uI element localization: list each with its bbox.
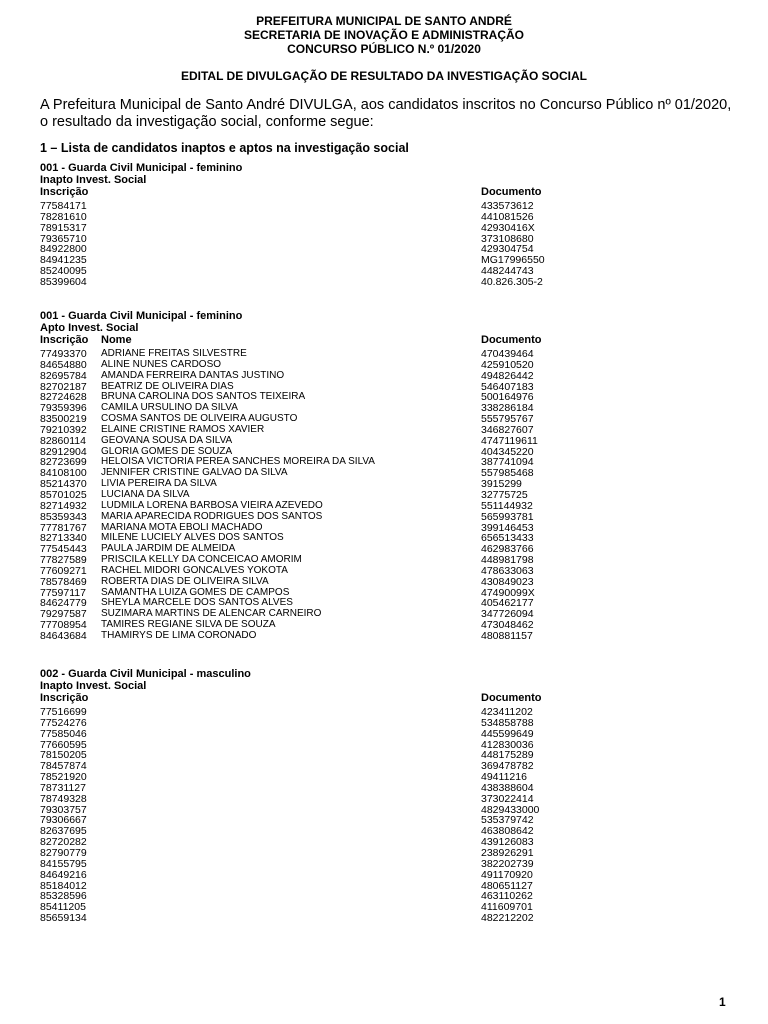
inscricao-cell: 84643684 bbox=[40, 629, 87, 642]
inscricao-cell: 77609271 bbox=[40, 564, 87, 577]
inscricao-cell: 82723699 bbox=[40, 456, 87, 469]
documento-cell: 3915299 bbox=[481, 478, 522, 491]
documento-cell: 534858788 bbox=[481, 716, 534, 729]
documento-cell: 656513433 bbox=[481, 532, 534, 545]
documento-cell: 405462177 bbox=[481, 597, 534, 610]
column-header-inscricao: Inscrição bbox=[40, 692, 89, 704]
block-rows bbox=[40, 349, 600, 642]
documento-cell: 238926291 bbox=[481, 846, 534, 859]
block-status: Inapto Invest. Social bbox=[40, 679, 147, 692]
block-title: 002 - Guarda Civil Municipal - masculino bbox=[40, 668, 251, 680]
nome-cell: ALINE NUNES CARDOSO bbox=[101, 358, 222, 370]
edital-title: EDITAL DE DIVULGAÇÃO DE RESULTADO DA INVESTIGAÇÃO SOCIAL bbox=[180, 69, 587, 83]
page-number: 1 bbox=[719, 995, 726, 1009]
block-title: 001 - Guarda Civil Municipal - feminino bbox=[40, 310, 243, 322]
documento-cell: 448981798 bbox=[481, 554, 534, 567]
inscricao-cell: 84108100 bbox=[40, 467, 87, 480]
section-title: 1 – Lista de candidatos inaptos e aptos na investigação social bbox=[40, 141, 409, 155]
documento-cell: 441081526 bbox=[481, 210, 534, 223]
nome-cell: SAMANTHA LUIZA GOMES DE CAMPOS bbox=[101, 586, 290, 598]
inscricao-cell: 77597117 bbox=[40, 586, 86, 599]
documento-cell: 399146453 bbox=[481, 521, 534, 534]
inscricao-cell: 78749328 bbox=[40, 792, 87, 805]
documento-cell: 387741094 bbox=[481, 456, 534, 469]
inscricao-cell: 84155795 bbox=[40, 857, 87, 870]
block-title: 001 - Guarda Civil Municipal - feminino bbox=[40, 162, 243, 174]
intro-line-1: A Prefeitura Municipal de Santo André DIVULGA, aos candidatos inscritos no Concurso Público nº 01/2020, bbox=[40, 97, 732, 113]
nome-cell: GLORIA GOMES DE SOUZA bbox=[101, 445, 233, 457]
inscricao-cell: 85214370 bbox=[40, 478, 87, 491]
documento-cell: 555795767 bbox=[481, 413, 534, 426]
documento-cell: 445599649 bbox=[481, 727, 534, 740]
documento-cell: 412830036 bbox=[481, 738, 534, 751]
nome-cell: ROBERTA DIAS DE OLIVEIRA SILVA bbox=[101, 575, 269, 587]
intro-paragraph bbox=[40, 97, 740, 131]
documento-cell: 411609701 bbox=[481, 901, 533, 914]
inscricao-cell: 85399604 bbox=[40, 275, 87, 288]
result-block-inapto-feminino bbox=[40, 163, 600, 288]
inscricao-cell: 82702187 bbox=[40, 380, 87, 393]
documento-cell: 373022414 bbox=[481, 792, 534, 805]
inscricao-cell: 82713340 bbox=[40, 532, 87, 545]
inscricao-cell: 77524276 bbox=[40, 716, 87, 729]
inscricao-cell: 77585046 bbox=[40, 727, 87, 740]
nome-cell: LUDMILA LORENA BARBOSA VIEIRA AZEVEDO bbox=[101, 499, 323, 511]
documento-cell: 430849023 bbox=[481, 575, 534, 588]
inscricao-cell: 79303757 bbox=[40, 803, 87, 816]
documento-cell: 382202739 bbox=[481, 857, 534, 870]
documento-cell: 439126083 bbox=[481, 836, 534, 849]
nome-cell: BRUNA CAROLINA DOS SANTOS TEIXEIRA bbox=[101, 391, 306, 403]
documento-cell: 463808642 bbox=[481, 825, 534, 838]
inscricao-cell: 82724628 bbox=[40, 391, 87, 404]
inscricao-cell: 78281610 bbox=[40, 210, 87, 223]
documento-cell: 535379742 bbox=[481, 814, 534, 827]
documento-cell: 369478782 bbox=[481, 760, 534, 773]
documento-cell: 4747119611 bbox=[481, 434, 538, 447]
inscricao-cell: 78457874 bbox=[40, 760, 87, 773]
documento-cell: 346827607 bbox=[481, 423, 534, 436]
inscricao-cell: 78915317 bbox=[40, 221, 87, 234]
result-block-inapto-masculino bbox=[40, 669, 600, 924]
table-row bbox=[40, 436, 600, 447]
intro-line-2: o resultado da investigação social, conforme segue: bbox=[40, 114, 374, 130]
inscricao-cell: 84654880 bbox=[40, 358, 87, 371]
documento-cell: 423411202 bbox=[481, 706, 533, 718]
documento-cell: 429304754 bbox=[481, 243, 534, 256]
inscricao-cell: 84624779 bbox=[40, 597, 87, 610]
documento-cell: 463110262 bbox=[481, 890, 533, 903]
block-status: Apto Invest. Social bbox=[40, 321, 139, 334]
table-row bbox=[40, 371, 600, 382]
inscricao-cell: 79210392 bbox=[40, 423, 87, 436]
documento-cell: 546407183 bbox=[481, 380, 534, 393]
table-row bbox=[40, 870, 600, 881]
inscricao-cell: 78578469 bbox=[40, 575, 87, 588]
column-header-inscricao: Inscrição bbox=[40, 186, 89, 198]
inscricao-cell: 85411205 bbox=[40, 901, 86, 914]
inscricao-cell: 82790779 bbox=[40, 846, 87, 859]
inscricao-cell: 83500219 bbox=[40, 413, 87, 426]
documento-cell: 438388604 bbox=[481, 781, 534, 794]
nome-cell: LIVIA PEREIRA DA SILVA bbox=[101, 478, 217, 490]
inscricao-cell: 82637695 bbox=[40, 825, 87, 838]
documento-cell: 557985468 bbox=[481, 467, 534, 480]
documento-cell: 425910520 bbox=[481, 358, 534, 371]
documento-cell: MG17996550 bbox=[481, 254, 545, 267]
inscricao-cell: 79297587 bbox=[40, 608, 87, 621]
nome-cell: PAULA JARDIM DE ALMEIDA bbox=[101, 543, 236, 555]
table-row bbox=[40, 794, 600, 805]
header-concurso: CONCURSO PÚBLICO N.º 01/2020 bbox=[287, 42, 481, 56]
documento-cell: 448244743 bbox=[481, 265, 534, 278]
documento-cell: 480881157 bbox=[481, 629, 533, 642]
documento-cell: 40.826.305-2 bbox=[481, 275, 543, 288]
documento-cell: 494826442 bbox=[481, 369, 534, 382]
column-header-documento: Documento bbox=[481, 334, 542, 346]
inscricao-cell: 84922800 bbox=[40, 243, 87, 256]
document-header bbox=[0, 14, 768, 56]
nome-cell: SUZIMARA MARTINS DE ALENCAR CARNEIRO bbox=[101, 608, 322, 620]
documento-cell: 500164976 bbox=[481, 391, 534, 404]
nome-cell: HELOISA VICTORIA PEREA SANCHES MOREIRA DA SILVA bbox=[101, 456, 375, 468]
nome-cell: CAMILA URSULINO DA SILVA bbox=[101, 402, 238, 414]
column-headers bbox=[40, 186, 600, 199]
inscricao-cell: 79306667 bbox=[40, 814, 87, 827]
inscricao-cell: 78150205 bbox=[40, 749, 87, 762]
documento-cell: 462983766 bbox=[481, 543, 534, 556]
inscricao-cell: 77545443 bbox=[40, 543, 87, 556]
documento-cell: 373108680 bbox=[481, 232, 534, 245]
column-headers bbox=[40, 334, 600, 347]
column-header-documento: Documento bbox=[481, 186, 542, 198]
documento-cell: 480651127 bbox=[481, 879, 533, 892]
column-header-documento: Documento bbox=[481, 692, 542, 704]
documento-cell: 470439464 bbox=[481, 348, 534, 360]
inscricao-cell: 77781767 bbox=[40, 521, 87, 534]
table-row bbox=[40, 577, 600, 588]
table-row bbox=[40, 277, 600, 288]
column-headers bbox=[40, 692, 600, 705]
nome-cell: ADRIANE FREITAS SILVESTRE bbox=[101, 348, 247, 359]
documento-cell: 42930416X bbox=[481, 221, 535, 234]
inscricao-cell: 77660595 bbox=[40, 738, 87, 751]
nome-cell: RACHEL MIDORI GONCALVES YOKOTA bbox=[101, 564, 288, 576]
nome-cell: PRISCILA KELLY DA CONCEICAO AMORIM bbox=[101, 554, 302, 566]
nome-cell: MILENE LUCIELY ALVES DOS SANTOS bbox=[101, 532, 284, 544]
block-status: Inapto Invest. Social bbox=[40, 173, 147, 186]
table-row bbox=[40, 913, 600, 924]
block-rows bbox=[40, 201, 600, 288]
column-header-nome: Nome bbox=[101, 334, 132, 346]
documento-cell: 347726094 bbox=[481, 608, 534, 621]
documento-cell: 32775725 bbox=[481, 488, 528, 501]
nome-cell: BEATRIZ DE OLIVEIRA DIAS bbox=[101, 380, 234, 392]
nome-cell: COSMA SANTOS DE OLIVEIRA AUGUSTO bbox=[101, 413, 298, 425]
inscricao-cell: 84941235 bbox=[40, 254, 87, 267]
nome-cell: LUCIANA DA SILVA bbox=[101, 488, 190, 500]
documento-cell: 551144932 bbox=[481, 499, 533, 512]
inscricao-cell: 77493370 bbox=[40, 348, 87, 360]
inscricao-cell: 85701025 bbox=[40, 488, 87, 501]
table-row bbox=[40, 223, 600, 234]
inscricao-cell: 79359396 bbox=[40, 402, 87, 415]
inscricao-cell: 85659134 bbox=[40, 912, 87, 925]
inscricao-cell: 82695784 bbox=[40, 369, 87, 382]
nome-cell: MARIANA MOTA EBOLI MACHADO bbox=[101, 521, 263, 533]
nome-cell: SHEYLA MARCELE DOS SANTOS ALVES bbox=[101, 597, 293, 609]
nome-cell: TAMIRES REGIANE SILVA DE SOUZA bbox=[101, 619, 276, 631]
result-block-apto-feminino bbox=[40, 311, 600, 642]
nome-cell: JENNIFER CRISTINE GALVAO DA SILVA bbox=[101, 467, 288, 479]
inscricao-cell: 85328596 bbox=[40, 890, 87, 903]
inscricao-cell: 82714932 bbox=[40, 499, 87, 512]
inscricao-cell: 82720282 bbox=[40, 836, 87, 849]
inscricao-cell: 85240095 bbox=[40, 265, 87, 278]
documento-cell: 433573612 bbox=[481, 200, 534, 212]
inscricao-cell: 85184012 bbox=[40, 879, 87, 892]
documento-cell: 478633063 bbox=[481, 564, 534, 577]
nome-cell: MARIA APARECIDA RODRIGUES DOS SANTOS bbox=[101, 510, 323, 522]
inscricao-cell: 77584171 bbox=[40, 200, 87, 212]
nome-cell: THAMIRYS DE LIMA CORONADO bbox=[101, 629, 257, 641]
inscricao-cell: 85359343 bbox=[40, 510, 87, 523]
documento-cell: 4829433000 bbox=[481, 803, 540, 816]
inscricao-cell: 84649216 bbox=[40, 868, 87, 881]
inscricao-cell: 78521920 bbox=[40, 771, 87, 784]
documento-cell: 482212202 bbox=[481, 912, 534, 925]
documento-cell: 338286184 bbox=[481, 402, 534, 415]
table-row bbox=[40, 729, 600, 740]
documento-cell: 473048462 bbox=[481, 619, 534, 632]
documento-cell: 47490099X bbox=[481, 586, 535, 599]
header-prefeitura: PREFEITURA MUNICIPAL DE SANTO ANDRÉ bbox=[256, 14, 512, 28]
documento-cell: 404345220 bbox=[481, 445, 534, 458]
nome-cell: AMANDA FERREIRA DANTAS JUSTINO bbox=[101, 369, 285, 381]
inscricao-cell: 77516699 bbox=[40, 706, 87, 718]
documento-cell: 448175289 bbox=[481, 749, 534, 762]
block-rows bbox=[40, 707, 600, 924]
inscricao-cell: 82860114 bbox=[40, 434, 86, 447]
inscricao-cell: 79365710 bbox=[40, 232, 87, 245]
inscricao-cell: 77708954 bbox=[40, 619, 87, 632]
column-header-inscricao: Inscrição bbox=[40, 334, 89, 346]
documento-cell: 49411216 bbox=[481, 771, 527, 784]
documento-cell: 565993781 bbox=[481, 510, 534, 523]
documento-cell: 491170920 bbox=[481, 868, 533, 881]
table-row bbox=[40, 631, 600, 642]
nome-cell: GEOVANA SOUSA DA SILVA bbox=[101, 434, 233, 446]
nome-cell: ELAINE CRISTINE RAMOS XAVIER bbox=[101, 423, 265, 435]
header-secretaria: SECRETARIA DE INOVAÇÃO E ADMINISTRAÇÃO bbox=[243, 28, 524, 42]
inscricao-cell: 77827589 bbox=[40, 554, 87, 567]
inscricao-cell: 82912904 bbox=[40, 445, 87, 458]
table-row bbox=[40, 512, 600, 523]
inscricao-cell: 78731127 bbox=[40, 781, 86, 794]
